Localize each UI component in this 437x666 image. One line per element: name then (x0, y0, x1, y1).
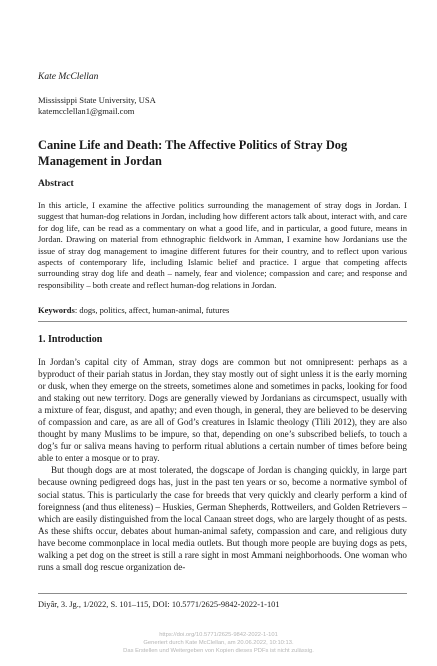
keywords-label: Keywords (38, 305, 75, 315)
author-email: katemcclellan1@gmail.com (38, 106, 135, 116)
watermark-line: Das Erstellen und Weitergeben von Kopien dieses PDFs ist nicht zulässig. (123, 648, 314, 654)
abstract-text: In this article, I examine the affective politics surrounding the management of stray dogs in Jordan. I suggest that human-dog relations in Jordan, including how different actors talk about, interact with, and care for dog life, can be read as a commentary on what a good life, and in particular, a good future, means in Jordan. Drawing on material from ethnographic fieldwork in Amman, I examine how Jordanians use the issue of stray dog management to imagine different futures for their country, and to reflect upon various aspects of contemporary life, including Islamic belief and practice. I argue that competing affects surrounding stray dog life and death – namely, fear and violence; compassion and care; and response and responsibility – both create and reflect human-dog relations in Jordan. (38, 200, 407, 290)
article-title: Canine Life and Death: The Affective Politics of Stray Dog Management in Jordan (38, 138, 348, 168)
keywords-list: : dogs, politics, affect, human-animal, futures (74, 305, 230, 315)
abstract-heading: Abstract (38, 178, 74, 189)
affiliation: Mississippi State University, USA (38, 95, 156, 105)
page-footer: Diyâr, 3. Jg., 1/2022, S. 101–115, DOI: 10.5771/2625-9842-2022-1-101 (38, 600, 280, 609)
footer-divider (38, 593, 407, 594)
author-name: Kate McClellan (38, 72, 99, 82)
body-paragraph: But though dogs are at most tolerated, the dogscape of Jordan is changing quickly, in large part because owning pedigreed dogs has, just in the past ten years or so, become a normative symbol of social status. This is particularly the case for breeds that very quickly and clearly perform a kind of foreignness (and thus eliteness) – Huskies, German Shepherds, Rottweilers, and Golden Retrievers – which are easily distinguished from the local Canaan street dogs, who are largely thought of as pests. As these shifts occur, debates about human-animal safety, compassion and care, and religious duty have become commonplace in local media outlets. But though more people are buying dogs as pets, walking a pet dog on the street is still a rare sight in most Ammani neighborhoods. One woman who runs a small dog rescue organization de- (38, 465, 407, 572)
body-paragraph: In Jordan’s capital city of Amman, stray dogs are common but not omnipresent: perhaps as a byproduct of their pariah status in Jordan, they stay mostly out of sight unless it is the early morning or dusk, when they emerge on the streets, sometimes alone and sometimes in packs, looking for food and staking out new territory. Dogs are generally viewed by Jordanians as circumspect, usually with a mixture of fear, disgust, and apathy; and even though, in general, they are believed to be deserving of compassion and care, as are all of God’s creatures in Islamic theology (Tlili 2012), they are also thought by many Muslims to be impure, so that, depending on one’s subscribed beliefs, to touch a dog’s fur or saliva means having to perform ritual ablutions a certain number of times before being able to enter a mosque or to pray. (38, 357, 407, 464)
section-divider (38, 321, 407, 322)
keywords-line (38, 305, 407, 316)
author-affiliation-block (38, 95, 407, 117)
watermark-line: https://doi.org/10.5771/2625-9842-2022-1-101 (159, 632, 278, 638)
section-heading: 1. Introduction (38, 334, 103, 345)
body-text (38, 356, 407, 573)
watermark-line: Generiert durch Kate McClellan, am 20.06.2022, 10:10:13. (143, 640, 294, 646)
